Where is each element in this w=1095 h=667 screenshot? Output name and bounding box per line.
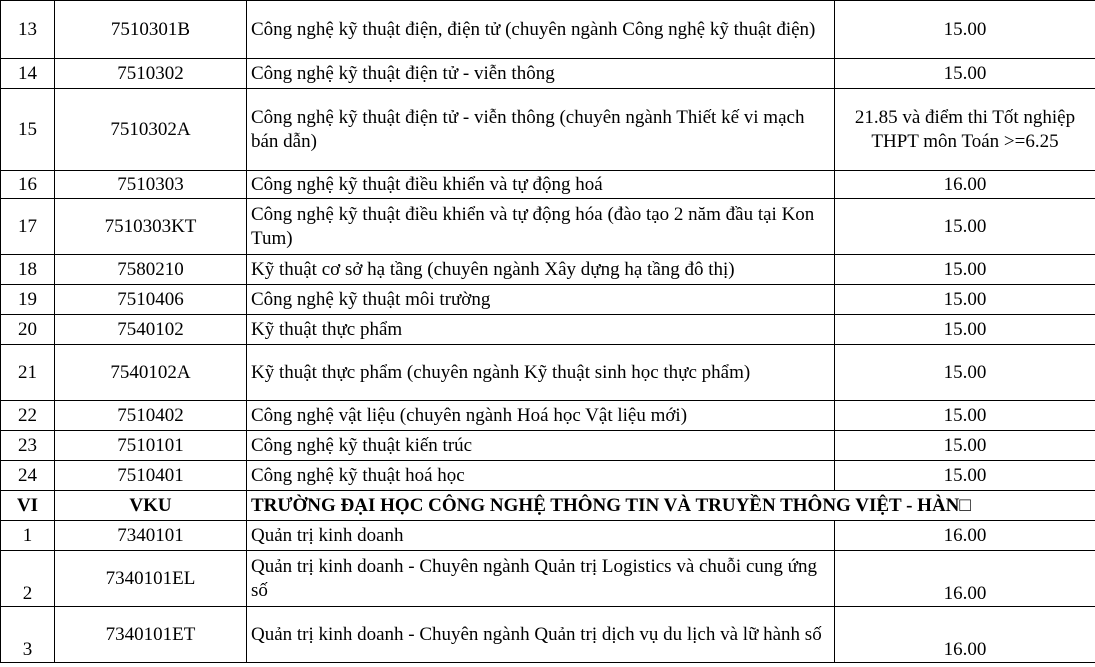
row-number: 23	[1, 431, 55, 461]
cutoff-score: 15.00	[835, 461, 1095, 491]
table-row	[1, 607, 1095, 663]
major-name: Công nghệ kỹ thuật điện tử - viễn thông (chuyên ngành Thiết kế vi mạch bán dẫn)	[247, 89, 835, 171]
major-name: Công nghệ kỹ thuật hoá học	[247, 461, 835, 491]
major-name: Kỹ thuật thực phẩm (chuyên ngành Kỹ thuật sinh học thực phẩm)	[247, 345, 835, 401]
cutoff-score: 15.00	[835, 315, 1095, 345]
section-code: VKU	[55, 491, 247, 521]
major-code: 7580210	[55, 255, 247, 285]
cutoff-score: 15.00	[835, 401, 1095, 431]
cutoff-score: 15.00	[835, 59, 1095, 89]
major-code: 7510402	[55, 401, 247, 431]
cutoff-score: 16.00	[835, 171, 1095, 199]
major-name: Công nghệ vật liệu (chuyên ngành Hoá học Vật liệu mới)	[247, 401, 835, 431]
major-name: Công nghệ kỹ thuật điện, điện tử (chuyên ngành Công nghệ kỹ thuật điện)	[247, 1, 835, 59]
table-row	[1, 401, 1095, 431]
table-row	[1, 1, 1095, 59]
major-name: Quản trị kinh doanh	[247, 521, 835, 551]
table-row	[1, 315, 1095, 345]
table-row	[1, 285, 1095, 315]
row-number: 17	[1, 199, 55, 255]
table-row	[1, 199, 1095, 255]
row-number: 16	[1, 171, 55, 199]
table-row	[1, 59, 1095, 89]
table-row	[1, 521, 1095, 551]
table-row	[1, 255, 1095, 285]
major-name: Quản trị kinh doanh - Chuyên ngành Quản trị dịch vụ du lịch và lữ hành số	[247, 607, 835, 663]
row-number: 19	[1, 285, 55, 315]
major-name: Công nghệ kỹ thuật điều khiển và tự động hóa (đào tạo 2 năm đầu tại Kon Tum)	[247, 199, 835, 255]
major-code: 7510406	[55, 285, 247, 315]
major-code: 7340101EL	[55, 551, 247, 607]
row-number: 18	[1, 255, 55, 285]
major-code: 7510101	[55, 431, 247, 461]
major-name: Công nghệ kỹ thuật điện tử - viễn thông	[247, 59, 835, 89]
major-code: 7540102	[55, 315, 247, 345]
major-code: 7340101	[55, 521, 247, 551]
section-title: TRƯỜNG ĐẠI HỌC CÔNG NGHỆ THÔNG TIN VÀ TRUYỀN THÔNG VIỆT - HÀN□	[247, 491, 1095, 521]
major-code: 7540102A	[55, 345, 247, 401]
table-row	[1, 89, 1095, 171]
row-number: 24	[1, 461, 55, 491]
cutoff-score: 15.00	[835, 345, 1095, 401]
row-number: 3	[1, 607, 55, 663]
cutoff-score: 15.00	[835, 199, 1095, 255]
row-number: 21	[1, 345, 55, 401]
row-number: 15	[1, 89, 55, 171]
major-name: Quản trị kinh doanh - Chuyên ngành Quản trị Logistics và chuỗi cung ứng số	[247, 551, 835, 607]
major-code: 7510401	[55, 461, 247, 491]
major-code: 7510302	[55, 59, 247, 89]
row-number: 1	[1, 521, 55, 551]
row-number: 13	[1, 1, 55, 59]
table-row	[1, 551, 1095, 607]
major-code: 7510303	[55, 171, 247, 199]
major-code: 7510303KT	[55, 199, 247, 255]
major-name: Công nghệ kỹ thuật môi trường	[247, 285, 835, 315]
cutoff-score: 16.00	[835, 521, 1095, 551]
cutoff-score: 16.00	[835, 607, 1095, 663]
major-code: 7510301B	[55, 1, 247, 59]
major-name: Công nghệ kỹ thuật kiến trúc	[247, 431, 835, 461]
table-row	[1, 461, 1095, 491]
row-number: 2	[1, 551, 55, 607]
table-row	[1, 171, 1095, 199]
row-number: 22	[1, 401, 55, 431]
major-name: Công nghệ kỹ thuật điều khiển và tự động hoá	[247, 171, 835, 199]
cutoff-score: 15.00	[835, 285, 1095, 315]
major-code: 7340101ET	[55, 607, 247, 663]
major-name: Kỹ thuật thực phẩm	[247, 315, 835, 345]
major-name: Kỹ thuật cơ sở hạ tầng (chuyên ngành Xây dựng hạ tầng đô thị)	[247, 255, 835, 285]
cutoff-score: 15.00	[835, 1, 1095, 59]
major-code: 7510302A	[55, 89, 247, 171]
section-number: VI	[1, 491, 55, 521]
section-row	[1, 491, 1095, 521]
cutoff-score: 16.00	[835, 551, 1095, 607]
cutoff-score: 15.00	[835, 255, 1095, 285]
row-number: 20	[1, 315, 55, 345]
row-number: 14	[1, 59, 55, 89]
cutoff-score: 21.85 và điểm thi Tốt nghiệp THPT môn Toán >=6.25	[835, 89, 1095, 171]
table-row	[1, 345, 1095, 401]
table-row	[1, 431, 1095, 461]
cutoff-score: 15.00	[835, 431, 1095, 461]
